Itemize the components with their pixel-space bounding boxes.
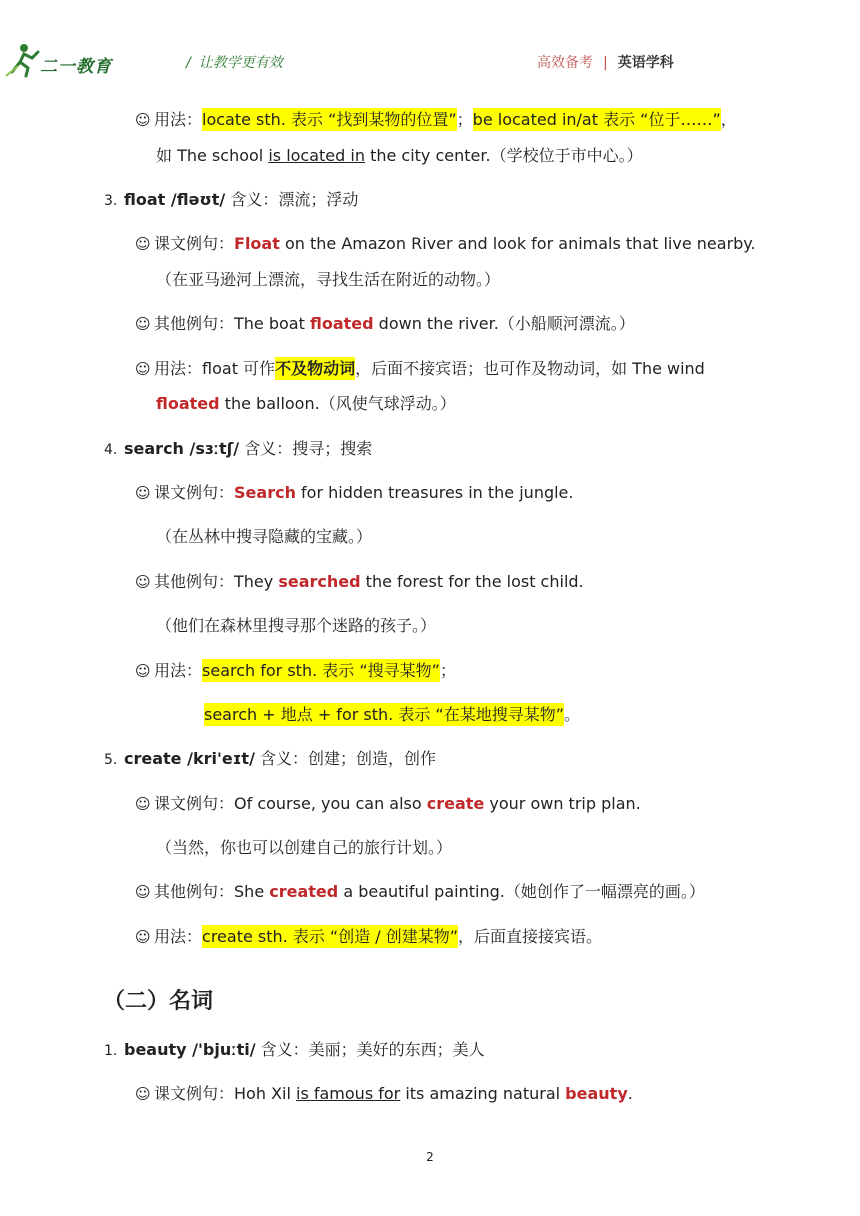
- item-number: 4.: [104, 442, 118, 458]
- usage-label: 用法：: [154, 359, 203, 378]
- smiley-icon: ☺: [135, 928, 151, 946]
- vocab-heading-beauty: [104, 1038, 485, 1063]
- vocab-heading-float: [104, 188, 358, 213]
- smiley-icon: ☺: [135, 662, 151, 680]
- header-subject-label: 英语学科: [617, 55, 674, 71]
- textbook-example-create: [135, 792, 641, 816]
- smiley-icon: ☺: [135, 573, 151, 591]
- vocab-word: search /sɜːtʃ/: [124, 439, 240, 458]
- smiley-icon: ☺: [135, 484, 151, 502]
- logo-text: 二一教育: [40, 57, 112, 76]
- translation-line: （当然，你也可以创建自己的旅行计划。）: [156, 838, 453, 857]
- example-label: 课文例句：: [154, 794, 235, 813]
- punctuation: ；: [456, 110, 473, 129]
- key-word: Search: [234, 483, 296, 502]
- slogan-text: 让教学更有效: [198, 55, 283, 71]
- usage-text: the balloon.（风使气球浮动。）: [219, 394, 456, 413]
- example-text: your own trip plan.: [484, 794, 641, 813]
- example-text: Hoh Xil: [234, 1084, 296, 1103]
- usage-locate-example: [156, 144, 643, 168]
- example-text: for hidden treasures in the jungle.: [295, 483, 574, 502]
- key-word: Float: [234, 234, 280, 253]
- underlined-phrase: is located in: [268, 146, 365, 165]
- example-label: 其他例句：: [154, 882, 235, 901]
- translation-line: （他们在森林里搜寻那个迷路的孩子。）: [156, 616, 437, 635]
- textbook-example-beauty: [135, 1082, 633, 1106]
- vocab-word: float /fləʊt/: [124, 190, 226, 209]
- example-text: the city center.（学校位于市中心。）: [364, 146, 643, 165]
- textbook-example-search: [135, 481, 573, 505]
- usage-label: 用法：: [154, 661, 203, 680]
- slogan-slash: /: [186, 55, 191, 71]
- smiley-icon: ☺: [135, 883, 151, 901]
- page-header: [0, 0, 860, 100]
- highlight-text: locate sth. 表示 “找到某物的位置”: [202, 110, 457, 129]
- translation-line: （在丛林中搜寻隐藏的宝藏。）: [156, 527, 373, 546]
- section-title-nouns: （二）名词: [103, 989, 214, 1014]
- punctuation: ，: [720, 110, 737, 129]
- key-word: floated: [156, 394, 220, 413]
- highlight-text: search + 地点 + for sth. 表示 “在某地搜寻某物”: [204, 705, 564, 724]
- textbook-example-float: [135, 232, 756, 256]
- highlight-text: search for sth. 表示 “搜寻某物”: [202, 661, 440, 680]
- example-text: She: [234, 882, 270, 901]
- other-example-float: [135, 312, 635, 336]
- example-text: Of course, you can also: [234, 794, 427, 813]
- header-slogan: [186, 52, 283, 72]
- highlight-text: be located in/at 表示 “位于……”: [472, 110, 721, 129]
- usage-search: [135, 659, 456, 683]
- vocab-meaning: 含义：创建；创造，创作: [254, 749, 437, 768]
- highlight-text: 不及物动词: [275, 359, 356, 378]
- example-text: The boat: [234, 314, 310, 333]
- header-exam-label: 高效备考: [537, 55, 593, 71]
- example-text: on the Amazon River and look for animals that live nearby.: [279, 234, 756, 253]
- usage-search-2: [204, 703, 580, 727]
- vocab-meaning: 含义：美丽；美好的东西；美人: [255, 1040, 485, 1059]
- punctuation: 。: [563, 705, 580, 724]
- example-text: 如 The school: [156, 146, 269, 165]
- other-example-search: [135, 570, 584, 594]
- usage-label: 用法：: [154, 110, 203, 129]
- header-subject: [537, 52, 674, 72]
- key-word: searched: [278, 572, 361, 591]
- usage-float: [135, 357, 705, 381]
- usage-text: float 可作: [202, 359, 276, 378]
- vocab-meaning: 含义：漂流；浮动: [225, 190, 359, 209]
- smiley-icon: ☺: [135, 360, 151, 378]
- header-separator: |: [603, 55, 608, 71]
- example-text: a beautiful painting.（她创作了一幅漂亮的画。）: [338, 882, 705, 901]
- item-number: 1.: [104, 1043, 118, 1059]
- example-label: 其他例句：: [154, 572, 235, 591]
- smiley-icon: ☺: [135, 1085, 151, 1103]
- key-word: floated: [309, 314, 374, 333]
- usage-text: ，后面不接宾语；也可作及物动词，如 The wind: [355, 359, 705, 378]
- example-text: the forest for the lost child.: [360, 572, 584, 591]
- example-text: They: [234, 572, 279, 591]
- key-word: create: [426, 794, 485, 813]
- key-word: beauty: [565, 1084, 628, 1103]
- translation-line: （在亚马逊河上漂流，寻找生活在附近的动物。）: [156, 270, 501, 289]
- smiley-icon: ☺: [135, 235, 151, 253]
- key-word: created: [269, 882, 339, 901]
- item-number: 3.: [104, 193, 118, 209]
- smiley-icon: ☺: [135, 795, 151, 813]
- vocab-word: create /kri'eɪt/: [124, 749, 255, 768]
- highlight-text: create sth. 表示 “创造 / 创建某物”: [202, 927, 459, 946]
- underlined-phrase: is famous for: [296, 1084, 401, 1103]
- example-label: 课文例句：: [154, 483, 235, 502]
- example-text: down the river.（小船顺河漂流。）: [373, 314, 635, 333]
- vocab-heading-create: [104, 747, 436, 772]
- punctuation: .: [627, 1084, 633, 1103]
- example-label: 课文例句：: [154, 234, 235, 253]
- vocab-meaning: 含义：搜寻；搜索: [239, 439, 373, 458]
- usage-create: [135, 925, 602, 949]
- page-number: 2: [426, 1150, 434, 1164]
- vocab-word: beauty /'bjuːti/: [124, 1040, 256, 1059]
- item-number: 5.: [104, 752, 118, 768]
- example-label: 其他例句：: [154, 314, 235, 333]
- smiley-icon: ☺: [135, 111, 151, 129]
- usage-float-continued: [156, 392, 456, 416]
- usage-label: 用法：: [154, 927, 203, 946]
- usage-text: ，后面直接接宾语。: [458, 927, 603, 946]
- smiley-icon: ☺: [135, 315, 151, 333]
- punctuation: ；: [439, 661, 456, 680]
- usage-locate-line: [135, 108, 737, 132]
- example-label: 课文例句：: [154, 1084, 235, 1103]
- example-text: its amazing natural: [400, 1084, 566, 1103]
- other-example-create: [135, 880, 705, 904]
- vocab-heading-search: [104, 437, 372, 462]
